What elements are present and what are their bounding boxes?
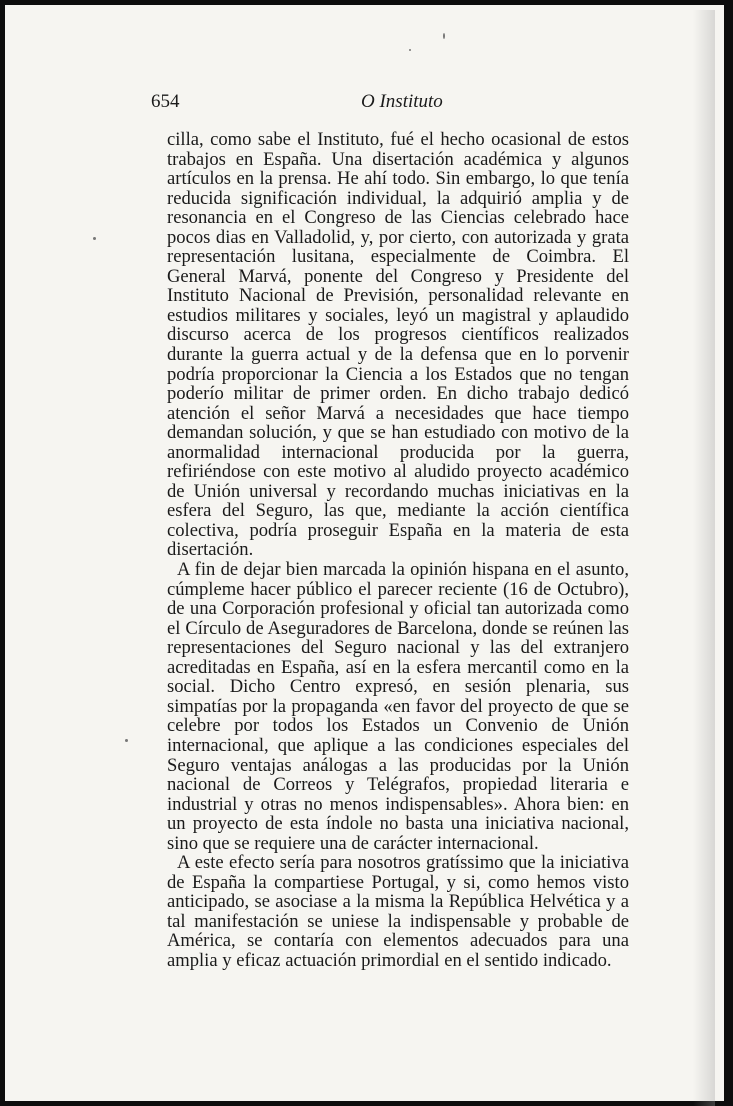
paragraph-1: cilla, como sabe el Instituto, fué el hecho ocasional de estos trabajos en España. Una disertación académica y algunos artículos en la prensa. He ahí todo. Sin embargo, lo que tenía reducida significación individual, la adquirió amplia y de resonancia en el Congreso de las Ciencias celebrado hace pocos dias en Valladolid, y, por cierto, con autorizada y grata representación lusitana, especialmente de Coimbra. El General Marvá, ponente del Congreso y Presidente del Instituto Nacional de Previsión, personalidad relevante en estudios militares y sociales, leyó un magistral y aplaudido discurso acerca de los progresos científicos realizados durante la guerra actual y de la defensa que en lo porvenir podría proporcionar la Ciencia a los Estados que no tengan poderío militar de primer orden. En dicho trabajo dedicó atención el señor Marvá a necesidades que hace tiempo demandan solución, y que se han estudiado con motivo de la anormalidad internacional producida por la guerra, refiriéndose con este motivo al aludido proyecto académico de Unión universal y recordando muchas iniciativas en la esfera del Seguro, las que, mediante la acción científica colectiva, podría proseguir España en la materia de esta disertación. [167,129,629,561]
scan-speck [125,739,128,742]
page-number: 654 [151,91,180,112]
scan-speck [409,49,411,51]
paragraph-2: A fin de dejar bien marcada la opinión hispana en el asunto, cúmpleme hacer público el parecer reciente (16 de Octubro), de una Corporación profesional y oficial tan autorizada como el Círculo de Aseguradores de Barcelona, donde se reúnen las representaciones del Seguro nacional y las del extranjero acreditadas en España, así en la esfera mercantil como en la social. Dicho Centro expresó, en sesión plenaria, sus simpatías por la propaganda «en favor del proyecto de que se celebre por todos los Estados un Convenio de Unión internacional, que aplique a las condiciones especiales del Seguro ventajas análogas a las producidas por la Unión nacional de Correos y Telégrafos, propiedad literaria e industrial y otras no menos indispensables». Ahora bien: en un proyecto de esta índole no basta una iniciativa nacional, sino que se requiere una de carácter internacional. [167,559,629,854]
paragraph-3: A este efecto sería para nosotros gratíssimo que la iniciativa de España la compartiese Portugal, y si, como hemos visto anticipado, se asociase a la misma la República Helvética y a tal manifestación se uniese la indispensable y probable de América, se contaría con elementos adecuados para una amplia y eficaz actuación primordial en el sentido indicado. [167,852,629,971]
scan-speck [93,237,96,240]
page-edge-shadow [693,10,715,1106]
scan-speck [443,33,445,39]
body-text [167,130,629,971]
page-header [151,91,629,119]
running-title: O Instituto [361,91,443,112]
